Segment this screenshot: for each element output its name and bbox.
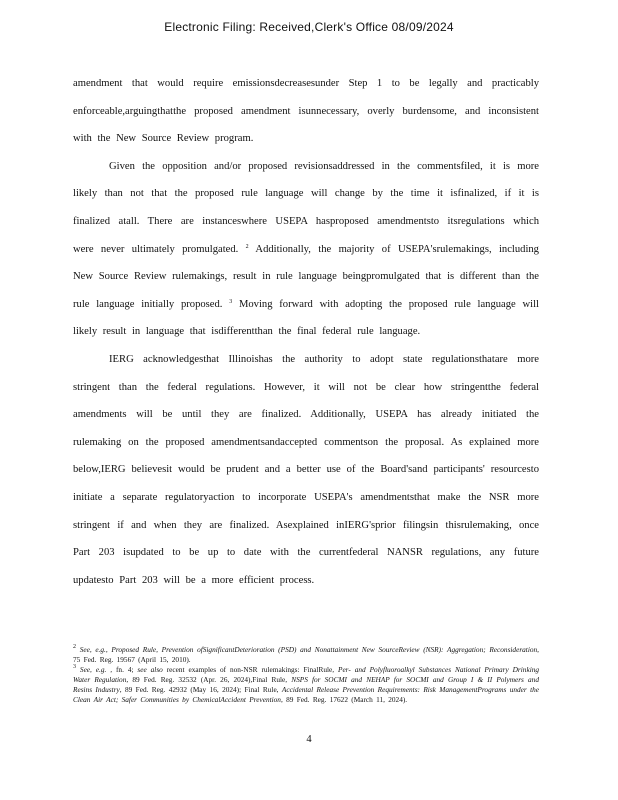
footnotes xyxy=(73,645,539,705)
paragraph-2-part-b: Additionally, the majority of USEPA'srulemakings, including New Source Review rulemakings, result in rule language beingpromulgated that is different than the rule language initially proposed. xyxy=(73,243,539,310)
paragraph-2-part-a: Given the opposition and/or proposed revisionsaddressed in the commentsfiled, it is more likely than not that the proposed rule language will change by the time it isfinalized, if it is finalized atall. There are instanceswhere USEPA hasproposed amendmentsto itsregulations which were never ultimately promulgated. xyxy=(73,160,539,255)
paragraph-3: IERG acknowledgesthat Illinoishas the authority to adopt state regulationsthatare more stringent than the federal regulations. However, it will not be clear how stringentthe federal amendments will be until they are finalized. Additionally, USEPA has already initiated the rulemaking on the proposed amendmentsandaccepted commentson the proposal. As explained more below,IERG believesit would be prudent and a better use of the Board'sand participants' resourcesto initiate a separate regulatoryaction to incorporate USEPA's amendmentsthat make the NSR more stringent if and when they are finalized. Asexplained inIERG'sprior filingsin thisrulemaking, once Part 203 isupdated to be up to date with the currentfederal NANSR regulations, any future updatesto Part 203 will be a more efficient process. xyxy=(73,353,539,586)
filing-header: Electronic Filing: Received,Clerk's Office 08/09/2024 xyxy=(164,20,454,34)
footnote-citation: , 89 Fed. Reg. 42932 (May 16, 2024); Final Rule, xyxy=(119,685,279,694)
footnote-signal: See, e.g. , xyxy=(79,665,113,674)
footnote-number: 3 xyxy=(73,664,76,670)
footnote-2 xyxy=(73,645,539,665)
footnote-citation: , 89 Fed. Reg. 32532 (Apr. 26, 2024),Final Rule, xyxy=(126,675,288,684)
paragraph-1: amendment that would require emissionsdecreasesunder Step 1 to be legally and practicably enforceable,arguingthatthe proposed amendment isunnecessary, overly burdensome, and inconsistent with the New Source Review program. xyxy=(73,78,539,145)
page-number: 4 xyxy=(306,734,312,745)
paragraph-2-part-c: Moving forward with adopting the proposed rule language will likely result in language that isdifferentthan the final federal rule language. xyxy=(73,298,540,338)
footnote-citation-title: , Per- and Polyfluoroalkyl Substances National Primary Drinking Water Regulation xyxy=(73,665,540,684)
footnote-citation: , 75 Fed. Reg. 19567 (April 15, 2010). xyxy=(73,645,539,664)
footnote-ref-3[interactable]: 3 xyxy=(229,298,233,305)
footnote-text: recent examples of non-NSR rulemakings: FinalRule xyxy=(166,665,333,674)
footnote-signal: See, e.g., xyxy=(79,645,108,654)
footnote-citation-title: Accidental Release Prevention Requirements: Risk ManagementPrograms under the Clean Air Act; Safer Communities by ChemicalAccident Prevention xyxy=(73,685,540,704)
footnote-signal-see-also: see also xyxy=(137,665,163,674)
footnote-citation-title: Proposed Rule, Prevention ofSignificantDeterioration (PSD) and Nonattainment New SourceReview (NSR): Aggregation; Reconsideration xyxy=(111,645,538,654)
footnote-citation-title: NSPS for SOCMI and NEHAP for SOCMI and Group I & II Polymers and Resins Industry xyxy=(73,675,539,694)
footnote-ref-2[interactable]: 2 xyxy=(245,243,249,250)
footnote-cross-ref: fn. 4; xyxy=(116,665,134,674)
footnote-number: 2 xyxy=(73,644,76,650)
footnote-3 xyxy=(73,665,539,705)
footnote-citation: , 89 Fed. Reg. 17622 (March 11, 2024). xyxy=(280,695,408,704)
document-body xyxy=(73,70,539,594)
paragraph-2 xyxy=(73,153,539,346)
